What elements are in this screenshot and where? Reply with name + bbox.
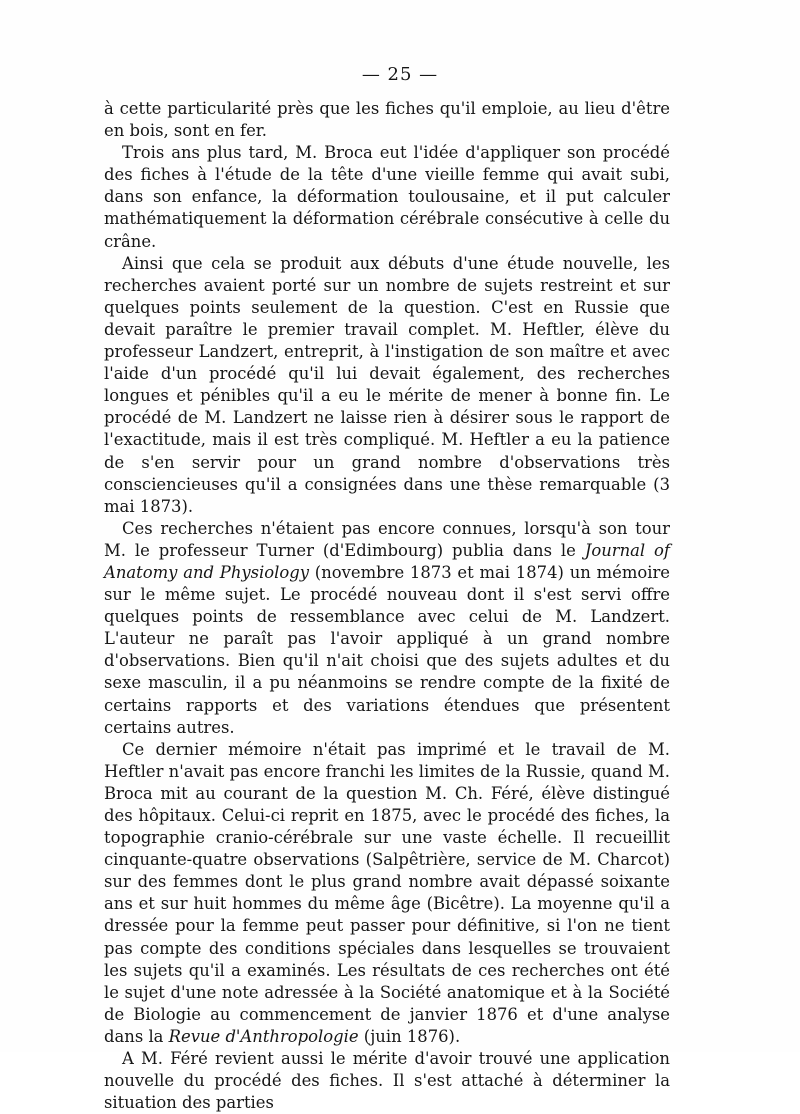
paragraph-fere-after: (juin 1876). bbox=[358, 1026, 461, 1046]
paragraph-turner bbox=[104, 518, 670, 739]
journal-title: Journal of Anatomy and Physiology bbox=[104, 540, 670, 582]
revue-title: Revue d'Anthropologie bbox=[168, 1026, 359, 1046]
paragraph-continuation: à cette particularité près que les fiches qu'il emploie, au lieu d'être en bois, sont en fer. bbox=[104, 99, 670, 141]
paragraph-turner-after: (novembre 1873 et mai 1874) un mémoire sur le même sujet. Le procédé nouveau dont il s'est servi offre quelques points de ressemblance avec celui de M. Landzert. L'auteur ne paraît pas l'avoir appliqué à un grand nombre d'observations. Bien qu'il n'ait choisi que des sujets adultes et du sexe masculin, il a pu néanmoins se rendre compte de la fixité de certains rapports et des variations étendues que présentent certains autres. bbox=[104, 562, 671, 737]
page-number: — 25 — bbox=[361, 64, 439, 85]
body-text bbox=[104, 98, 670, 1114]
paragraph-fere-before: Ce dernier mémoire n'était pas imprimé et le travail de M. Heftler n'avait pas encore franchi les limites de la Russie, quand M. Broca mit au courant de la question M. Ch. Féré, élève distingué des hôpitaux. Celui-ci reprit en 1875, avec le procédé des fiches, la topographie cranio-cérébrale sur une vaste échelle. Il recueillit cinquante-quatre observations (Salpêtrière, service de M. Charcot) sur des femmes dont le plus grand nombre avait dépassé soixante ans et sur huit hommes du même âge (Bicêtre). La moyenne qu'il a dressée pour la femme peut passer pour définitive, si l'on ne tient pas compte des conditions spéciales dans lesquelles se trouvaient les sujets qu'il a examinés. Les résultats de ces recherches ont été le sujet d'une note adressée à la Société anatomique et à la Société de Biologie au commencement de janvier 1876 et d'une analyse dans la bbox=[104, 739, 670, 1046]
paragraph-fere bbox=[104, 739, 670, 1048]
paragraph-turner-before: Ces recherches n'étaient pas encore connues, lorsqu'à son tour M. le professeur Turner (d'Edimbourg) publia dans le bbox=[104, 518, 670, 560]
paragraph-fere-application: A M. Féré revient aussi le mérite d'avoir trouvé une application nouvelle du procédé des fiches. Il s'est attaché à déterminer la situation des parties bbox=[104, 1049, 670, 1113]
paragraph-broca-deformation: Trois ans plus tard, M. Broca eut l'idée d'appliquer son procédé des fiches à l'étude de la tête d'une vieille femme qui avait subi, dans son enfance, la déformation toulousaine, et il put calculer mathématiquement la déformation cérébrale consécutive à celle du crâne. bbox=[104, 143, 670, 251]
paragraph-heftler: Ainsi que cela se produit aux débuts d'une étude nouvelle, les recherches avaient porté sur un nombre de sujets restreint et sur quelques points seulement de la question. C'est en Russie que devait paraître le premier travail complet. M. Heftler, élève du professeur Landzert, entreprit, à l'instigation de son maître et avec l'aide d'un procédé qu'il lui devait également, des recherches longues et pénibles qu'il a eu le mérite de mener à bonne fin. Le procédé de M. Landzert ne laisse rien à désirer sous le rapport de l'exactitude, mais il est très compliqué. M. Heftler a eu la patience de s'en servir pour un grand nombre d'observations très consciencieuses qu'il a consignées dans une thèse remarquable (3 mai 1873). bbox=[104, 253, 670, 516]
